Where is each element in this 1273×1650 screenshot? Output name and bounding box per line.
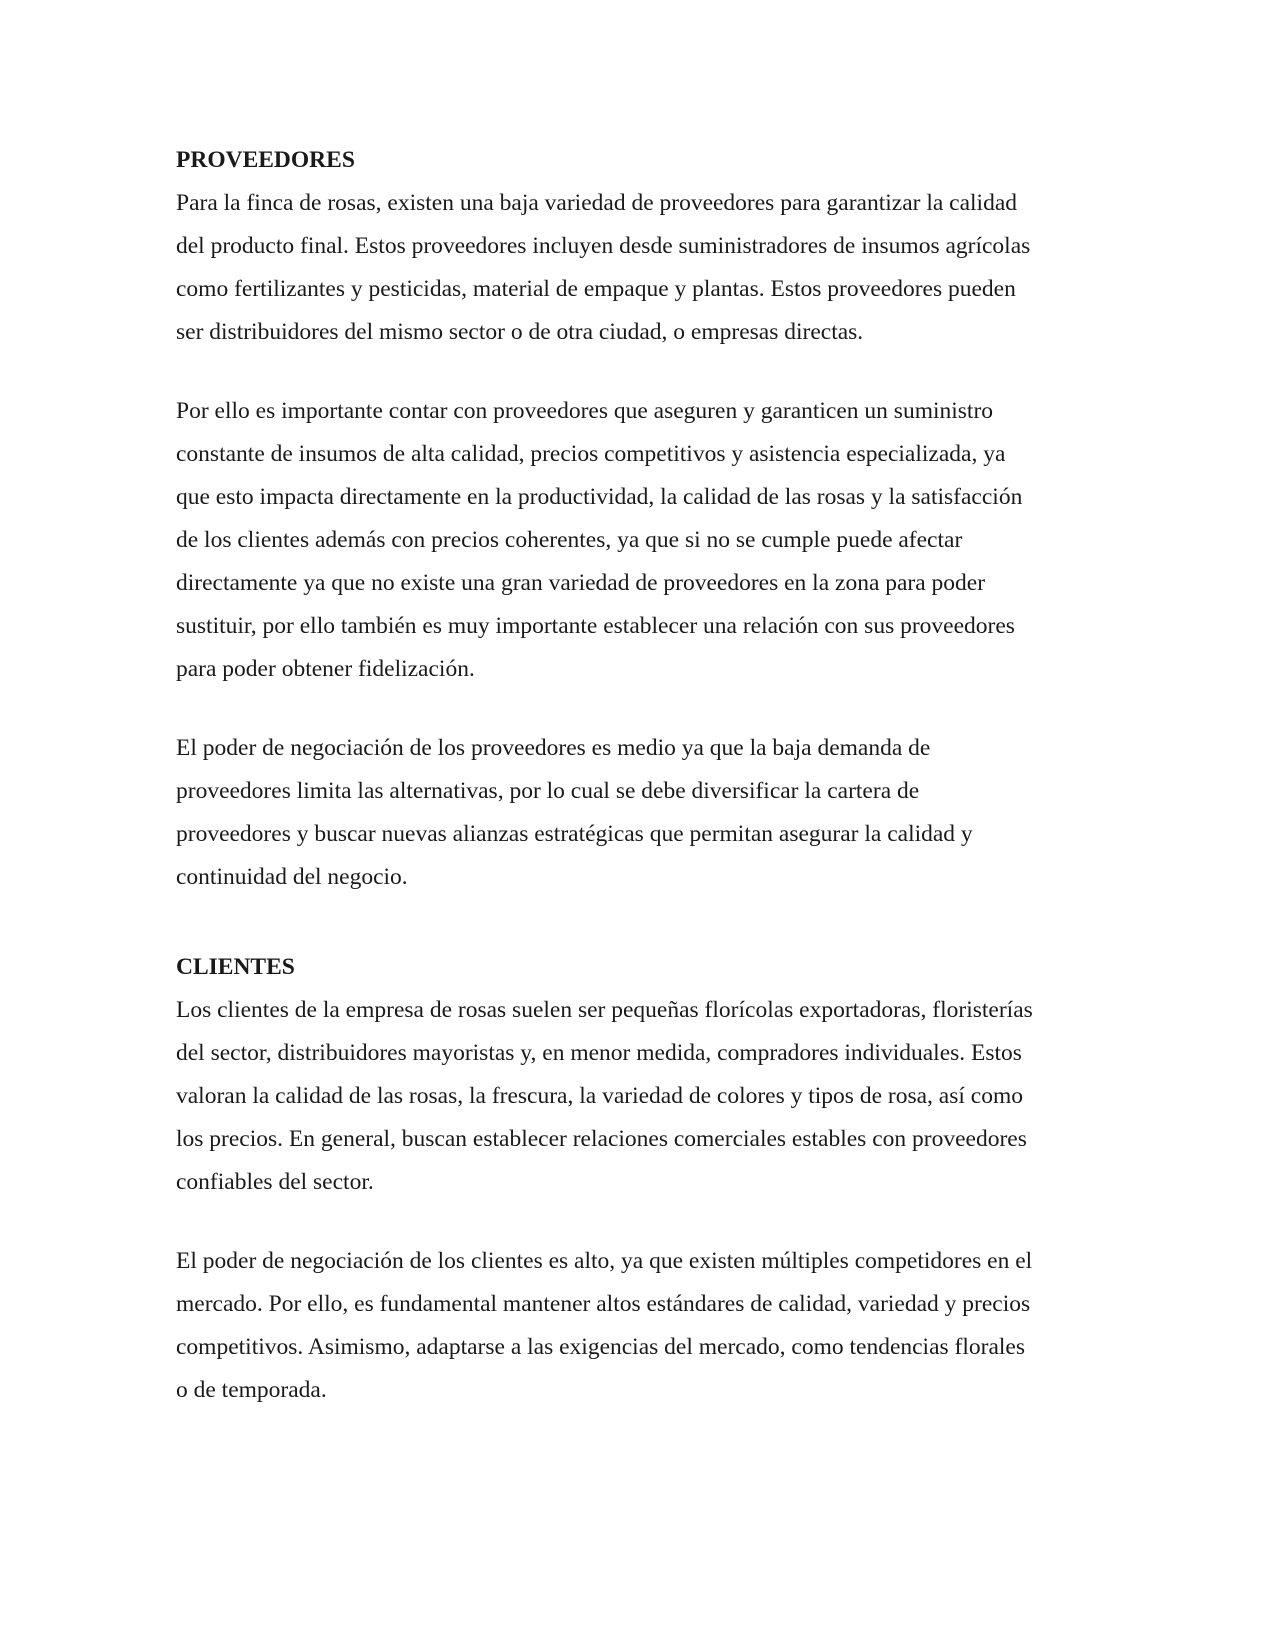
- text-line: para poder obtener fidelización.: [176, 656, 475, 682]
- paragraph: [176, 989, 1096, 1204]
- paragraph: [176, 727, 1096, 899]
- paragraph: [176, 182, 1096, 354]
- text-line: ser distribuidores del mismo sector o de otra ciudad, o empresas directas.: [176, 319, 864, 345]
- text-line: valoran la calidad de las rosas, la frescura, la variedad de colores y tipos de rosa, así como: [176, 1083, 1023, 1109]
- text-line: los precios. En general, buscan establecer relaciones comerciales estables con proveedores: [176, 1126, 1027, 1152]
- text-line: proveedores y buscar nuevas alianzas estratégicas que permitan asegurar la calidad y: [176, 821, 973, 847]
- text-line: de los clientes además con precios coherentes, ya que si no se cumple puede afectar: [176, 527, 963, 553]
- text-line: sustituir, por ello también es muy importante establecer una relación con sus proveedores: [176, 613, 1015, 639]
- paragraph: [176, 390, 1096, 691]
- text-line: o de temporada.: [176, 1377, 327, 1403]
- text-line: Por ello es importante contar con proveedores que aseguren y garanticen un suministro: [176, 398, 994, 424]
- text-line: El poder de negociación de los clientes es alto, ya que existen múltiples competidores en el: [176, 1248, 1033, 1274]
- text-line: que esto impacta directamente en la productividad, la calidad de las rosas y la satisfacción: [176, 484, 1023, 510]
- text-line: constante de insumos de alta calidad, precios competitivos y asistencia especializada, ya: [176, 441, 1006, 467]
- text-line: continuidad del negocio.: [176, 864, 408, 890]
- section-clientes: [176, 946, 1096, 1204]
- section-heading: PROVEEDORES: [176, 147, 355, 173]
- text-line: del producto final. Estos proveedores incluyen desde suministradores de insumos agrícolas: [176, 233, 1031, 259]
- section-heading: CLIENTES: [176, 954, 295, 980]
- text-line: Los clientes de la empresa de rosas suelen ser pequeñas florícolas exportadoras, floristerías: [176, 997, 1033, 1023]
- text-line: del sector, distribuidores mayoristas y, en menor medida, compradores individuales. Estos: [176, 1040, 1022, 1066]
- section-proveedores: [176, 139, 1096, 354]
- text-line: directamente ya que no existe una gran variedad de proveedores en la zona para poder: [176, 570, 986, 596]
- text-line: proveedores limita las alternativas, por lo cual se debe diversificar la cartera de: [176, 778, 920, 804]
- text-line: como fertilizantes y pesticidas, material de empaque y plantas. Estos proveedores pueden: [176, 276, 1016, 302]
- text-line: El poder de negociación de los proveedores es medio ya que la baja demanda de: [176, 735, 931, 761]
- text-line: mercado. Por ello, es fundamental mantener altos estándares de calidad, variedad y precios: [176, 1291, 1031, 1317]
- text-line: competitivos. Asimismo, adaptarse a las exigencias del mercado, como tendencias florales: [176, 1334, 1025, 1360]
- text-line: Para la finca de rosas, existen una baja variedad de proveedores para garantizar la calidad: [176, 190, 1018, 216]
- paragraph: [176, 1240, 1096, 1412]
- text-line: confiables del sector.: [176, 1169, 374, 1195]
